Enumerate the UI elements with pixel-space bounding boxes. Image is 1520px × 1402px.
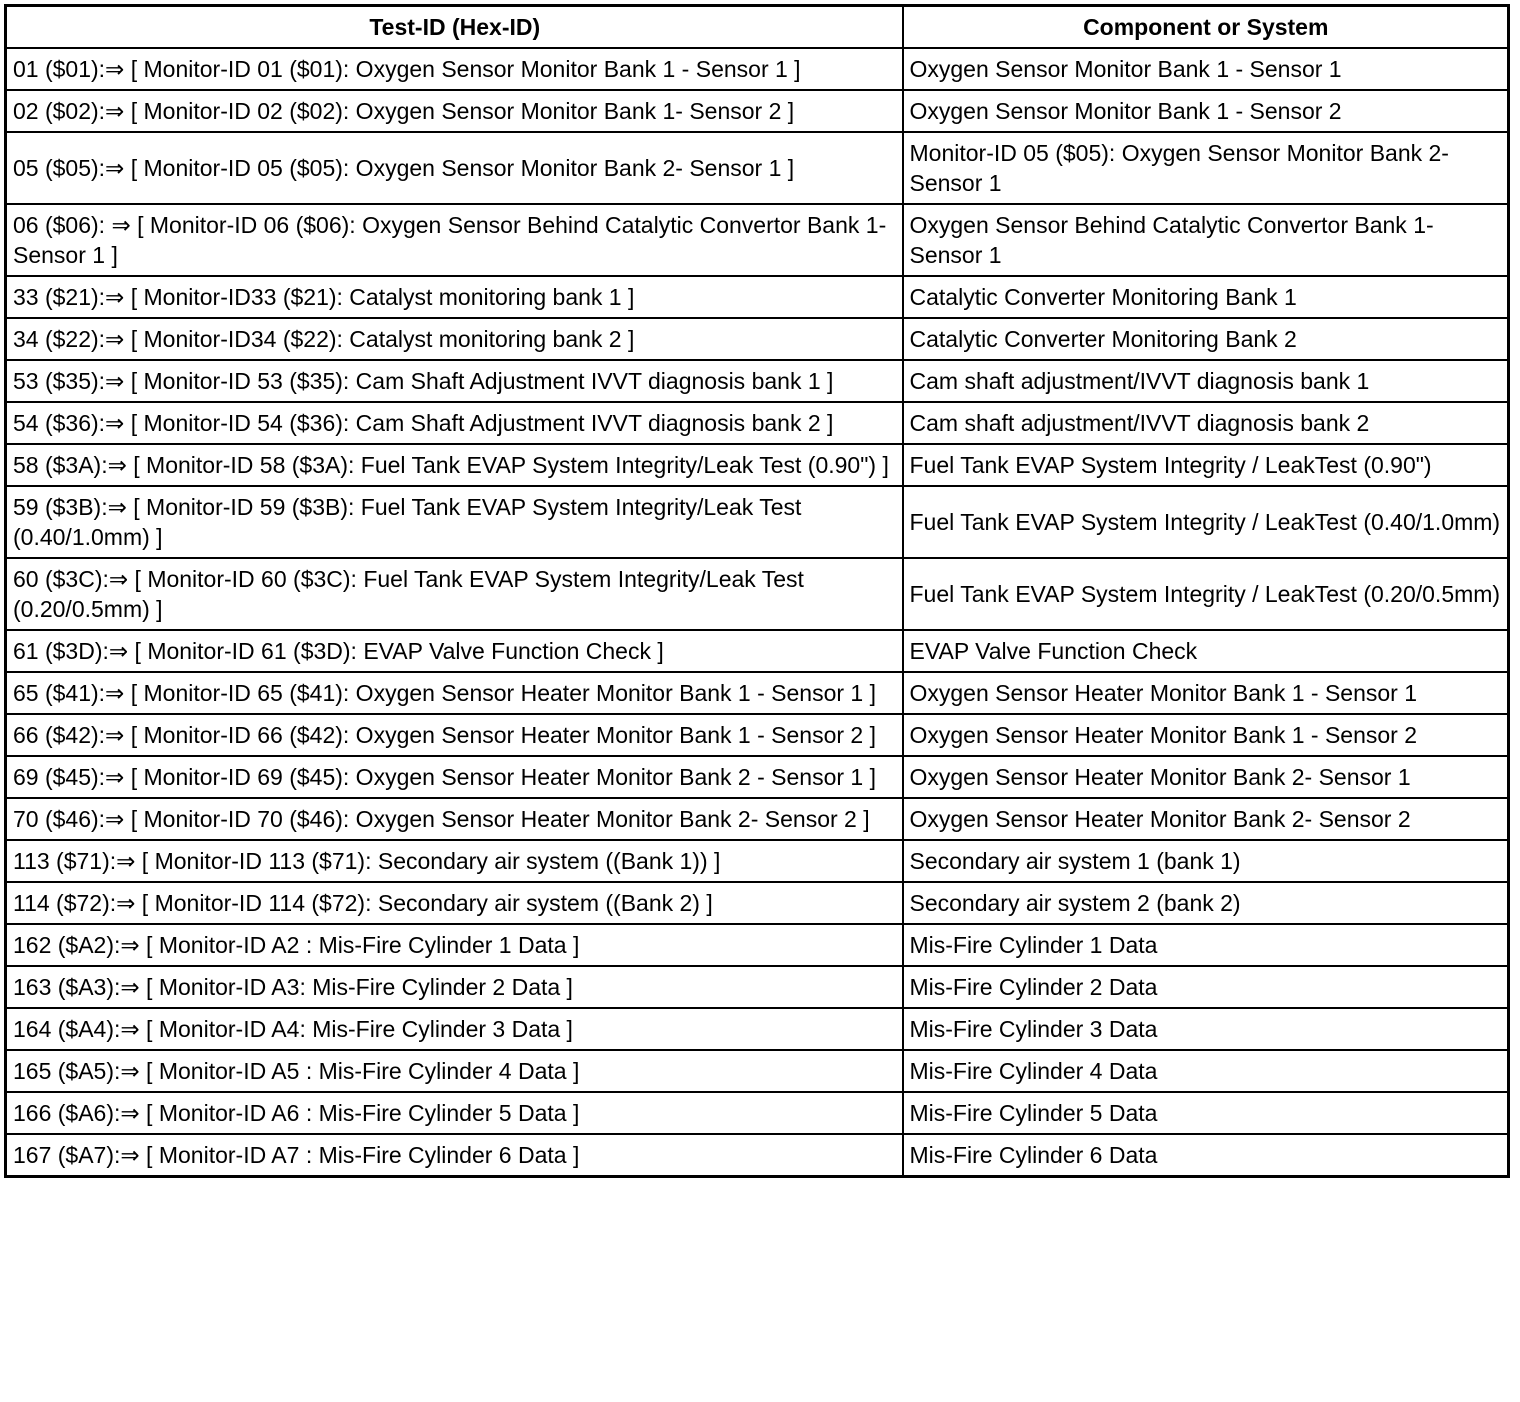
component-cell: Cam shaft adjustment/IVVT diagnosis bank 1 [903,360,1509,402]
header-component: Component or System [903,6,1509,49]
test-id-cell: 05 ($05):⇒ [ Monitor-ID 05 ($05): Oxygen Sensor Monitor Bank 2- Sensor 1 ] [6,132,903,204]
component-cell: Oxygen Sensor Heater Monitor Bank 1 - Sensor 2 [903,714,1509,756]
component-cell: Oxygen Sensor Heater Monitor Bank 1 - Sensor 1 [903,672,1509,714]
component-cell: Mis-Fire Cylinder 5 Data [903,1092,1509,1134]
test-id-cell: 61 ($3D):⇒ [ Monitor-ID 61 ($3D): EVAP Valve Function Check ] [6,630,903,672]
header-test-id: Test-ID (Hex-ID) [6,6,903,49]
table-row [6,966,1509,1008]
component-cell: Catalytic Converter Monitoring Bank 2 [903,318,1509,360]
table-row [6,444,1509,486]
component-cell: Oxygen Sensor Monitor Bank 1 - Sensor 1 [903,48,1509,90]
table-row [6,1008,1509,1050]
component-cell: Mis-Fire Cylinder 1 Data [903,924,1509,966]
component-cell: Oxygen Sensor Heater Monitor Bank 2- Sensor 2 [903,798,1509,840]
monitor-test-table [4,4,1510,1178]
component-cell: Monitor-ID 05 ($05): Oxygen Sensor Monitor Bank 2- Sensor 1 [903,132,1509,204]
table-row [6,132,1509,204]
table-row [6,486,1509,558]
table-row [6,1050,1509,1092]
table-row [6,1134,1509,1177]
component-cell: Mis-Fire Cylinder 4 Data [903,1050,1509,1092]
table-body [6,48,1509,1177]
table-row [6,924,1509,966]
table-row [6,276,1509,318]
test-id-cell: 65 ($41):⇒ [ Monitor-ID 65 ($41): Oxygen Sensor Heater Monitor Bank 1 - Sensor 1 ] [6,672,903,714]
table-row [6,318,1509,360]
component-cell: Secondary air system 2 (bank 2) [903,882,1509,924]
component-cell: Oxygen Sensor Monitor Bank 1 - Sensor 2 [903,90,1509,132]
test-id-cell: 60 ($3C):⇒ [ Monitor-ID 60 ($3C): Fuel Tank EVAP System Integrity/Leak Test (0.20/0.5mm) ] [6,558,903,630]
component-cell: Mis-Fire Cylinder 3 Data [903,1008,1509,1050]
table-row [6,798,1509,840]
test-id-cell: 163 ($A3):⇒ [ Monitor-ID A3: Mis-Fire Cylinder 2 Data ] [6,966,903,1008]
test-id-cell: 59 ($3B):⇒ [ Monitor-ID 59 ($3B): Fuel Tank EVAP System Integrity/Leak Test (0.40/1.0mm) ] [6,486,903,558]
table-row [6,1092,1509,1134]
test-id-cell: 164 ($A4):⇒ [ Monitor-ID A4: Mis-Fire Cylinder 3 Data ] [6,1008,903,1050]
table-row [6,558,1509,630]
table-row [6,672,1509,714]
test-id-cell: 58 ($3A):⇒ [ Monitor-ID 58 ($3A): Fuel Tank EVAP System Integrity/Leak Test (0.90") ] [6,444,903,486]
test-id-cell: 167 ($A7):⇒ [ Monitor-ID A7 : Mis-Fire Cylinder 6 Data ] [6,1134,903,1177]
component-cell: Mis-Fire Cylinder 2 Data [903,966,1509,1008]
test-id-cell: 54 ($36):⇒ [ Monitor-ID 54 ($36): Cam Shaft Adjustment IVVT diagnosis bank 2 ] [6,402,903,444]
component-cell: Secondary air system 1 (bank 1) [903,840,1509,882]
component-cell: Oxygen Sensor Behind Catalytic Convertor Bank 1- Sensor 1 [903,204,1509,276]
component-cell: Cam shaft adjustment/IVVT diagnosis bank 2 [903,402,1509,444]
header-row [6,6,1509,49]
test-id-cell: 66 ($42):⇒ [ Monitor-ID 66 ($42): Oxygen Sensor Heater Monitor Bank 1 - Sensor 2 ] [6,714,903,756]
test-id-cell: 02 ($02):⇒ [ Monitor-ID 02 ($02): Oxygen Sensor Monitor Bank 1- Sensor 2 ] [6,90,903,132]
table-row [6,882,1509,924]
test-id-cell: 70 ($46):⇒ [ Monitor-ID 70 ($46): Oxygen Sensor Heater Monitor Bank 2- Sensor 2 ] [6,798,903,840]
test-id-cell: 06 ($06): ⇒ [ Monitor-ID 06 ($06): Oxygen Sensor Behind Catalytic Convertor Bank 1- Sensor 1 ] [6,204,903,276]
component-cell: EVAP Valve Function Check [903,630,1509,672]
table-row [6,90,1509,132]
component-cell: Fuel Tank EVAP System Integrity / LeakTest (0.90") [903,444,1509,486]
table-row [6,840,1509,882]
test-id-cell: 53 ($35):⇒ [ Monitor-ID 53 ($35): Cam Shaft Adjustment IVVT diagnosis bank 1 ] [6,360,903,402]
test-id-cell: 34 ($22):⇒ [ Monitor-ID34 ($22): Catalyst monitoring bank 2 ] [6,318,903,360]
test-id-cell: 33 ($21):⇒ [ Monitor-ID33 ($21): Catalyst monitoring bank 1 ] [6,276,903,318]
component-cell: Mis-Fire Cylinder 6 Data [903,1134,1509,1177]
component-cell: Oxygen Sensor Heater Monitor Bank 2- Sensor 1 [903,756,1509,798]
test-id-cell: 162 ($A2):⇒ [ Monitor-ID A2 : Mis-Fire Cylinder 1 Data ] [6,924,903,966]
table-row [6,360,1509,402]
component-cell: Fuel Tank EVAP System Integrity / LeakTest (0.40/1.0mm) [903,486,1509,558]
component-cell: Catalytic Converter Monitoring Bank 1 [903,276,1509,318]
table-row [6,630,1509,672]
test-id-cell: 166 ($A6):⇒ [ Monitor-ID A6 : Mis-Fire Cylinder 5 Data ] [6,1092,903,1134]
test-id-cell: 113 ($71):⇒ [ Monitor-ID 113 ($71): Secondary air system ((Bank 1)) ] [6,840,903,882]
table-row [6,756,1509,798]
table-row [6,402,1509,444]
table-row [6,48,1509,90]
table-row [6,204,1509,276]
table-row [6,714,1509,756]
component-cell: Fuel Tank EVAP System Integrity / LeakTest (0.20/0.5mm) [903,558,1509,630]
test-id-cell: 01 ($01):⇒ [ Monitor-ID 01 ($01): Oxygen Sensor Monitor Bank 1 - Sensor 1 ] [6,48,903,90]
test-id-cell: 114 ($72):⇒ [ Monitor-ID 114 ($72): Secondary air system ((Bank 2) ] [6,882,903,924]
test-id-cell: 69 ($45):⇒ [ Monitor-ID 69 ($45): Oxygen Sensor Heater Monitor Bank 2 - Sensor 1 ] [6,756,903,798]
table-header [6,6,1509,49]
test-id-cell: 165 ($A5):⇒ [ Monitor-ID A5 : Mis-Fire Cylinder 4 Data ] [6,1050,903,1092]
